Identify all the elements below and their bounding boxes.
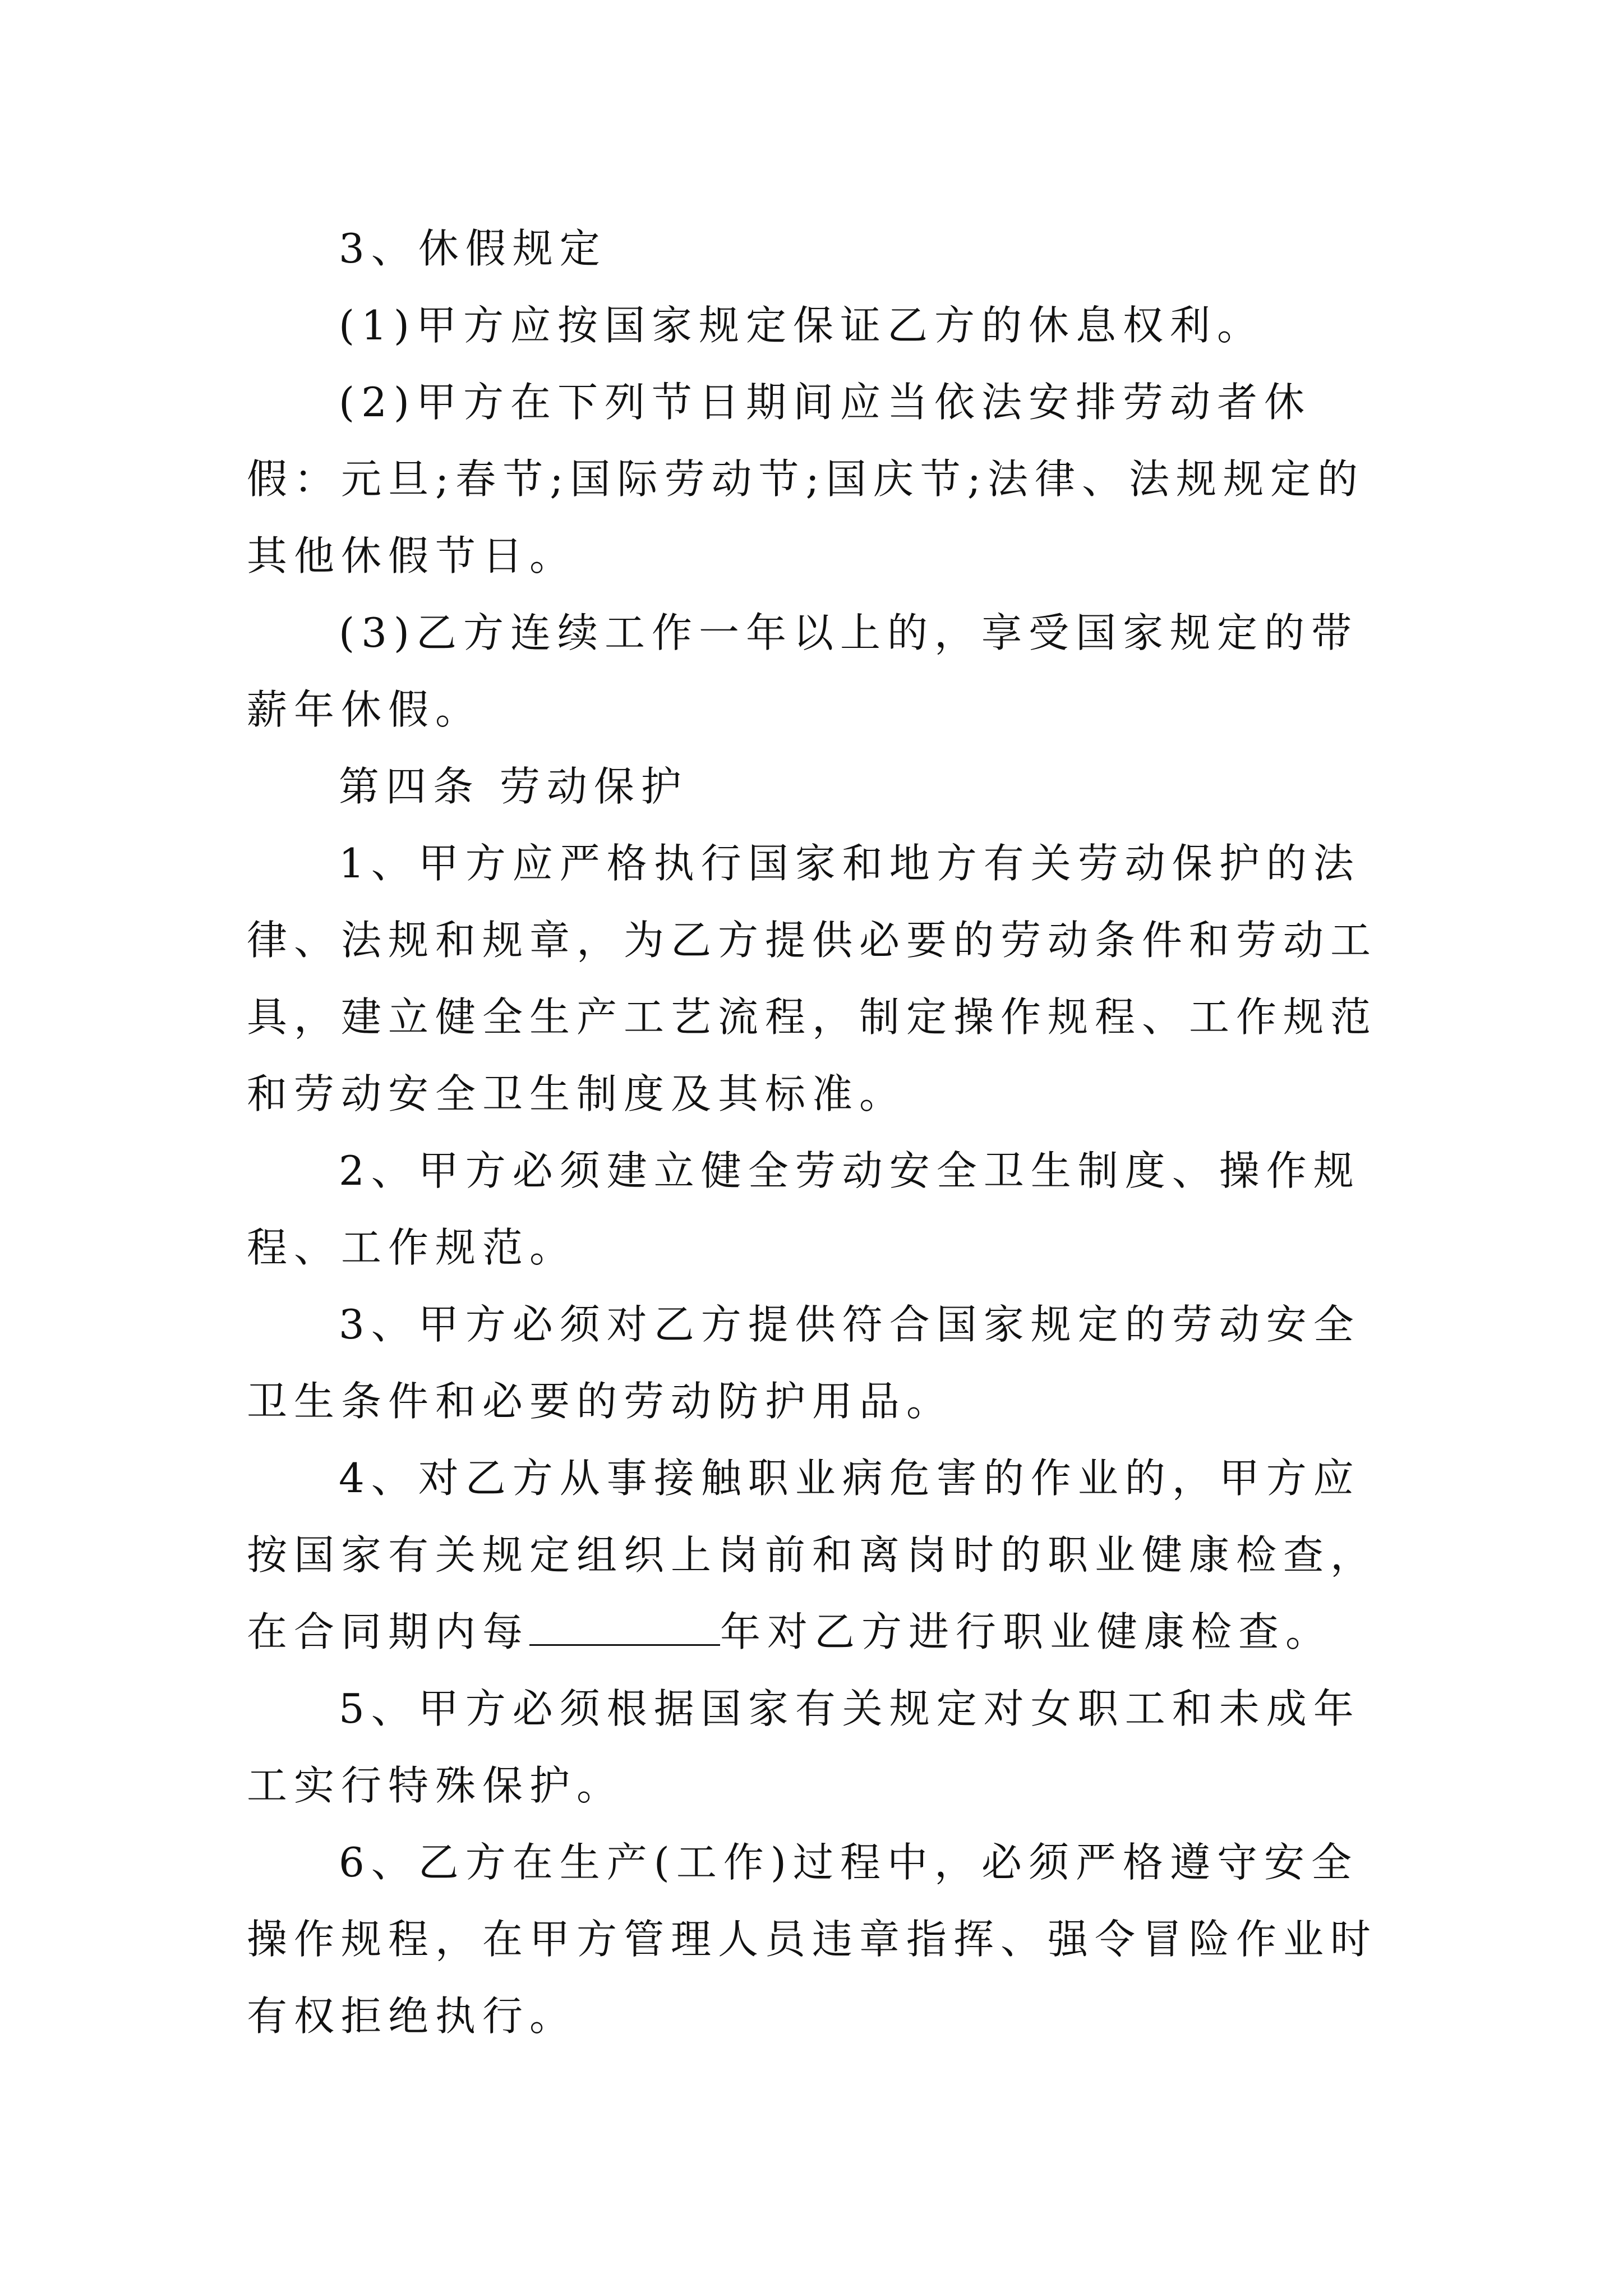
article-4-item-4-before: 4、对乙方从事接触职业病危害的作业的，甲方应按国家有关规定组织上岗前和离岗时的职业健康检查，在合同期内每	[247, 1455, 1378, 1655]
fill-in-blank-years[interactable]	[529, 1609, 720, 1646]
article-4-title: 第四条 劳动保护	[339, 763, 688, 810]
article-4-item-5: 5、甲方必须根据国家有关规定对女职工和未成年工实行特殊保护。	[247, 1685, 1361, 1809]
article-4-item-3: 3、甲方必须对乙方提供符合国家规定的劳动安全卫生条件和必要的劳动防护用品。	[247, 1301, 1361, 1425]
section-3-item-2: (2)甲方在下列节日期间应当依法安排劳动者休假：元旦;春节;国际劳动节;国庆节;法律、法规规定的其他休假节日。	[247, 379, 1365, 579]
article-4-item-4	[247, 1440, 1380, 1671]
article-4-item-2: 2、甲方必须建立健全劳动安全卫生制度、操作规程、工作规范。	[247, 1147, 1361, 1271]
article-4-item-1: 1、甲方应严格执行国家和地方有关劳动保护的法律、法规和规章，为乙方提供必要的劳动条件和劳动工具，建立健全生产工艺流程，制定操作规程、工作规范和劳动安全卫生制度及其标准。	[247, 840, 1378, 1117]
article-4-item-6: 6、乙方在生产(工作)过程中，必须严格遵守安全操作规程，在甲方管理人员违章指挥、强令冒险作业时有权拒绝执行。	[247, 1839, 1378, 2040]
document-body	[247, 210, 1380, 2055]
section-3-title: 3、休假规定	[339, 225, 607, 272]
section-3-item-3: (3)乙方连续工作一年以上的，享受国家规定的带薪年休假。	[247, 609, 1358, 733]
section-3-item-1: (1)甲方应按国家规定保证乙方的休息权利。	[339, 302, 1264, 349]
article-4-item-4-after: 年对乙方进行职业健康检查。	[720, 1608, 1333, 1655]
